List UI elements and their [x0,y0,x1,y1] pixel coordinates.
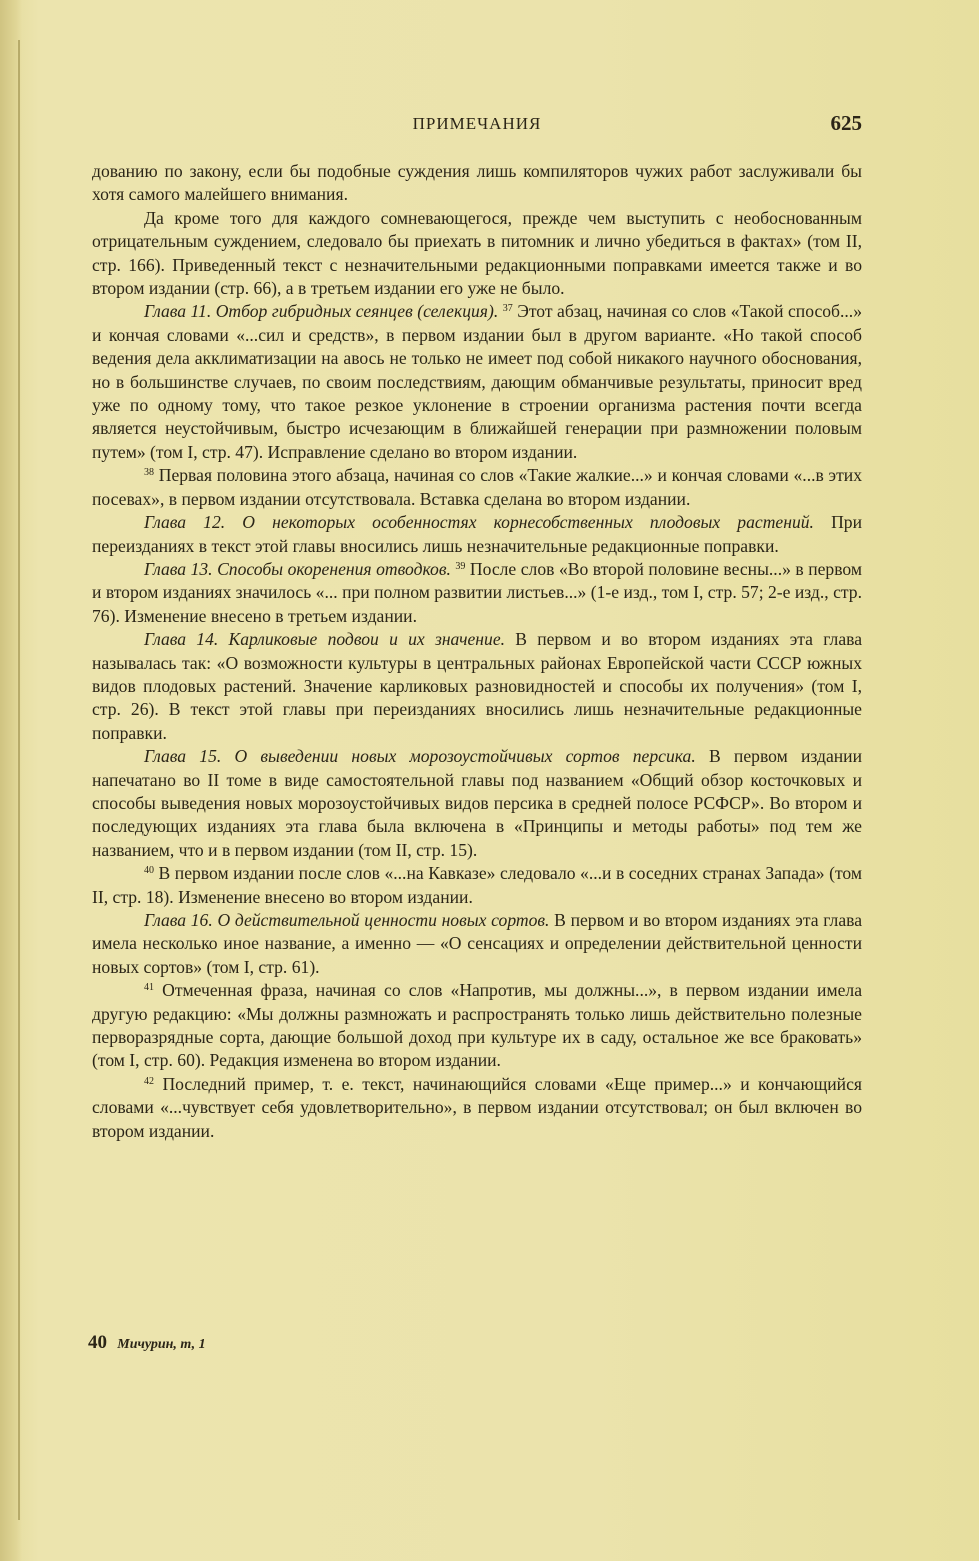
chapter-heading: Глава 11. Отбор гибридных сеянцев (селекция). [144,301,499,322]
footnote-paragraph [92,979,862,1073]
chapter-heading: Глава 15. О выведении новых морозоустойчивых сортов персика. [144,746,696,767]
footnote-marker: 37 [502,303,513,315]
footnote-marker: 38 [144,467,154,479]
chapter-heading: Глава 14. Карликовые подвои и их значение. [144,629,506,650]
page-header [92,111,862,140]
signature-number: 40 [88,1332,107,1353]
footnote-marker: 42 [144,1075,154,1087]
paragraph-text: В первом издании после слов «...на Кавказе» следовало «...и в соседних странах Запада» (том II, стр. 18). Изменение внесено во втором издании. [92,863,862,907]
footnote-marker: 39 [455,560,466,572]
paragraph-text: После слов «Во второй половине весны...» в первом и втором изданиях значилось «... при полном развитии листьев...» (1-е изд., том I, стр. 57; 2-е изд., стр. 76). Изменение внесено в третьем издании. [92,558,863,626]
paragraph-text: дованию по закону, если бы подобные суждения лишь компиляторов чужих работ заслуживали бы хотя самого малейшего внимания. [92,161,862,205]
note-paragraph [92,160,862,207]
chapter-note [92,909,862,979]
chapter-note [92,511,862,558]
paragraph-text: Этот абзац, начиная со слов «Такой способ...» и кончая словами «...сил и средств», в первом издании был в другом варианте. «Но такой способ ведения дела акклиматизации на авось не только не имеет под собой никакого научного обоснования, но в большинстве случаев, по своим последствиям, дающим обманчивые результаты, приносит вред уже по одному тому, что такое резкое уклонение в строении организма растения почти всегда является неустойчивым, быстро исчезающим в ближайшей генерации при размножении половым путем» (том I, стр. 47). Исправление сделано во втором издании. [92,301,862,462]
chapter-heading: Глава 12. О некоторых особенностях корнесобственных плодовых растений. [144,512,814,533]
paragraph-text: Да кроме того для каждого сомневающегося, прежде чем выступить с необоснованным отрицательным суждением, следовало бы приехать в питомник и лично убедиться в фактах» (том II, стр. 166). Приведенный текст с незначительными редакционными поправками имеется также и во втором издании (стр. 66), а в третьем издании его уже не было. [92,207,862,299]
chapter-heading: Глава 13. Способы окоренения отводков. [144,558,451,579]
paragraph-text: При переизданиях в текст этой главы вносились лишь незначительные редакционные поправки. [92,512,862,556]
book-spine-edge [18,40,20,1520]
chapter-note [92,558,862,628]
paragraph-text: Последний пример, т. е. текст, начинающийся словами «Еще пример...» и кончающийся словами «...чувствует себя удовлетворительно», в первом издании отсутствовал; он был включен во втором издании. [92,1073,862,1141]
notes-body [92,160,862,1143]
paragraph-text: Отмеченная фраза, начиная со слов «Напротив, мы должны...», в первом издании имела другую редакцию: «Мы должны размножать и распространять только лишь действительно полезные перворазрядные сорта, дающие большой доход при культуре их в саду, остальное же все браковать» (том I, стр. 60). Редакция изменена во втором издании. [92,980,863,1071]
paragraph-text: В первом и во втором изданиях эта глава имела несколько иное название, а именно — «О сенсациях и определении действительной ценности новых сортов» (том I, стр. 61). [92,910,863,977]
footnote-paragraph [92,1073,862,1143]
paragraph-text: В первом издании напечатано во II томе в виде самостоятельной главы под названием «Общий обзор косточковых и способы выведения новых морозоустойчивых видов персика в средней полосе РСФСР». Во втором и последующих изданиях эта глава была включена в «Принципы и методы работы» под тем же названием, что и в первом издании (том II, стр. 15). [92,746,863,860]
page-number: 625 [830,111,862,135]
paragraph-text: В первом и во втором изданиях эта глава называлась так: «О возможности культуры в центральных районах Европейской части СССР южных видов плодовых растений. Значение карликовых разновидностей и способы их получения» (том I, стр. 26). В текст этой главы при переизданиях вносились лишь незначительные редакционные поправки. [92,629,863,743]
running-title: ПРИМЕЧАНИЯ [412,114,542,133]
footnote-marker: 40 [144,865,154,877]
chapter-note [92,628,862,745]
signature-text: Мичурин, т, 1 [117,1337,206,1352]
footnote-paragraph [92,862,862,909]
paragraph-text: Первая половина этого абзаца, начиная со слов «Такие жалкие...» и кончая словами «...в этих посевах», в первом издании отсутствовала. Вставка сделана во втором издании. [92,465,863,509]
chapter-note [92,745,862,862]
chapter-note [92,300,862,464]
printer-signature [88,1332,206,1354]
note-paragraph [92,207,862,301]
footnote-marker: 41 [144,982,154,994]
chapter-heading: Глава 16. О действительной ценности новых сортов. [144,910,550,930]
footnote-paragraph [92,464,862,511]
